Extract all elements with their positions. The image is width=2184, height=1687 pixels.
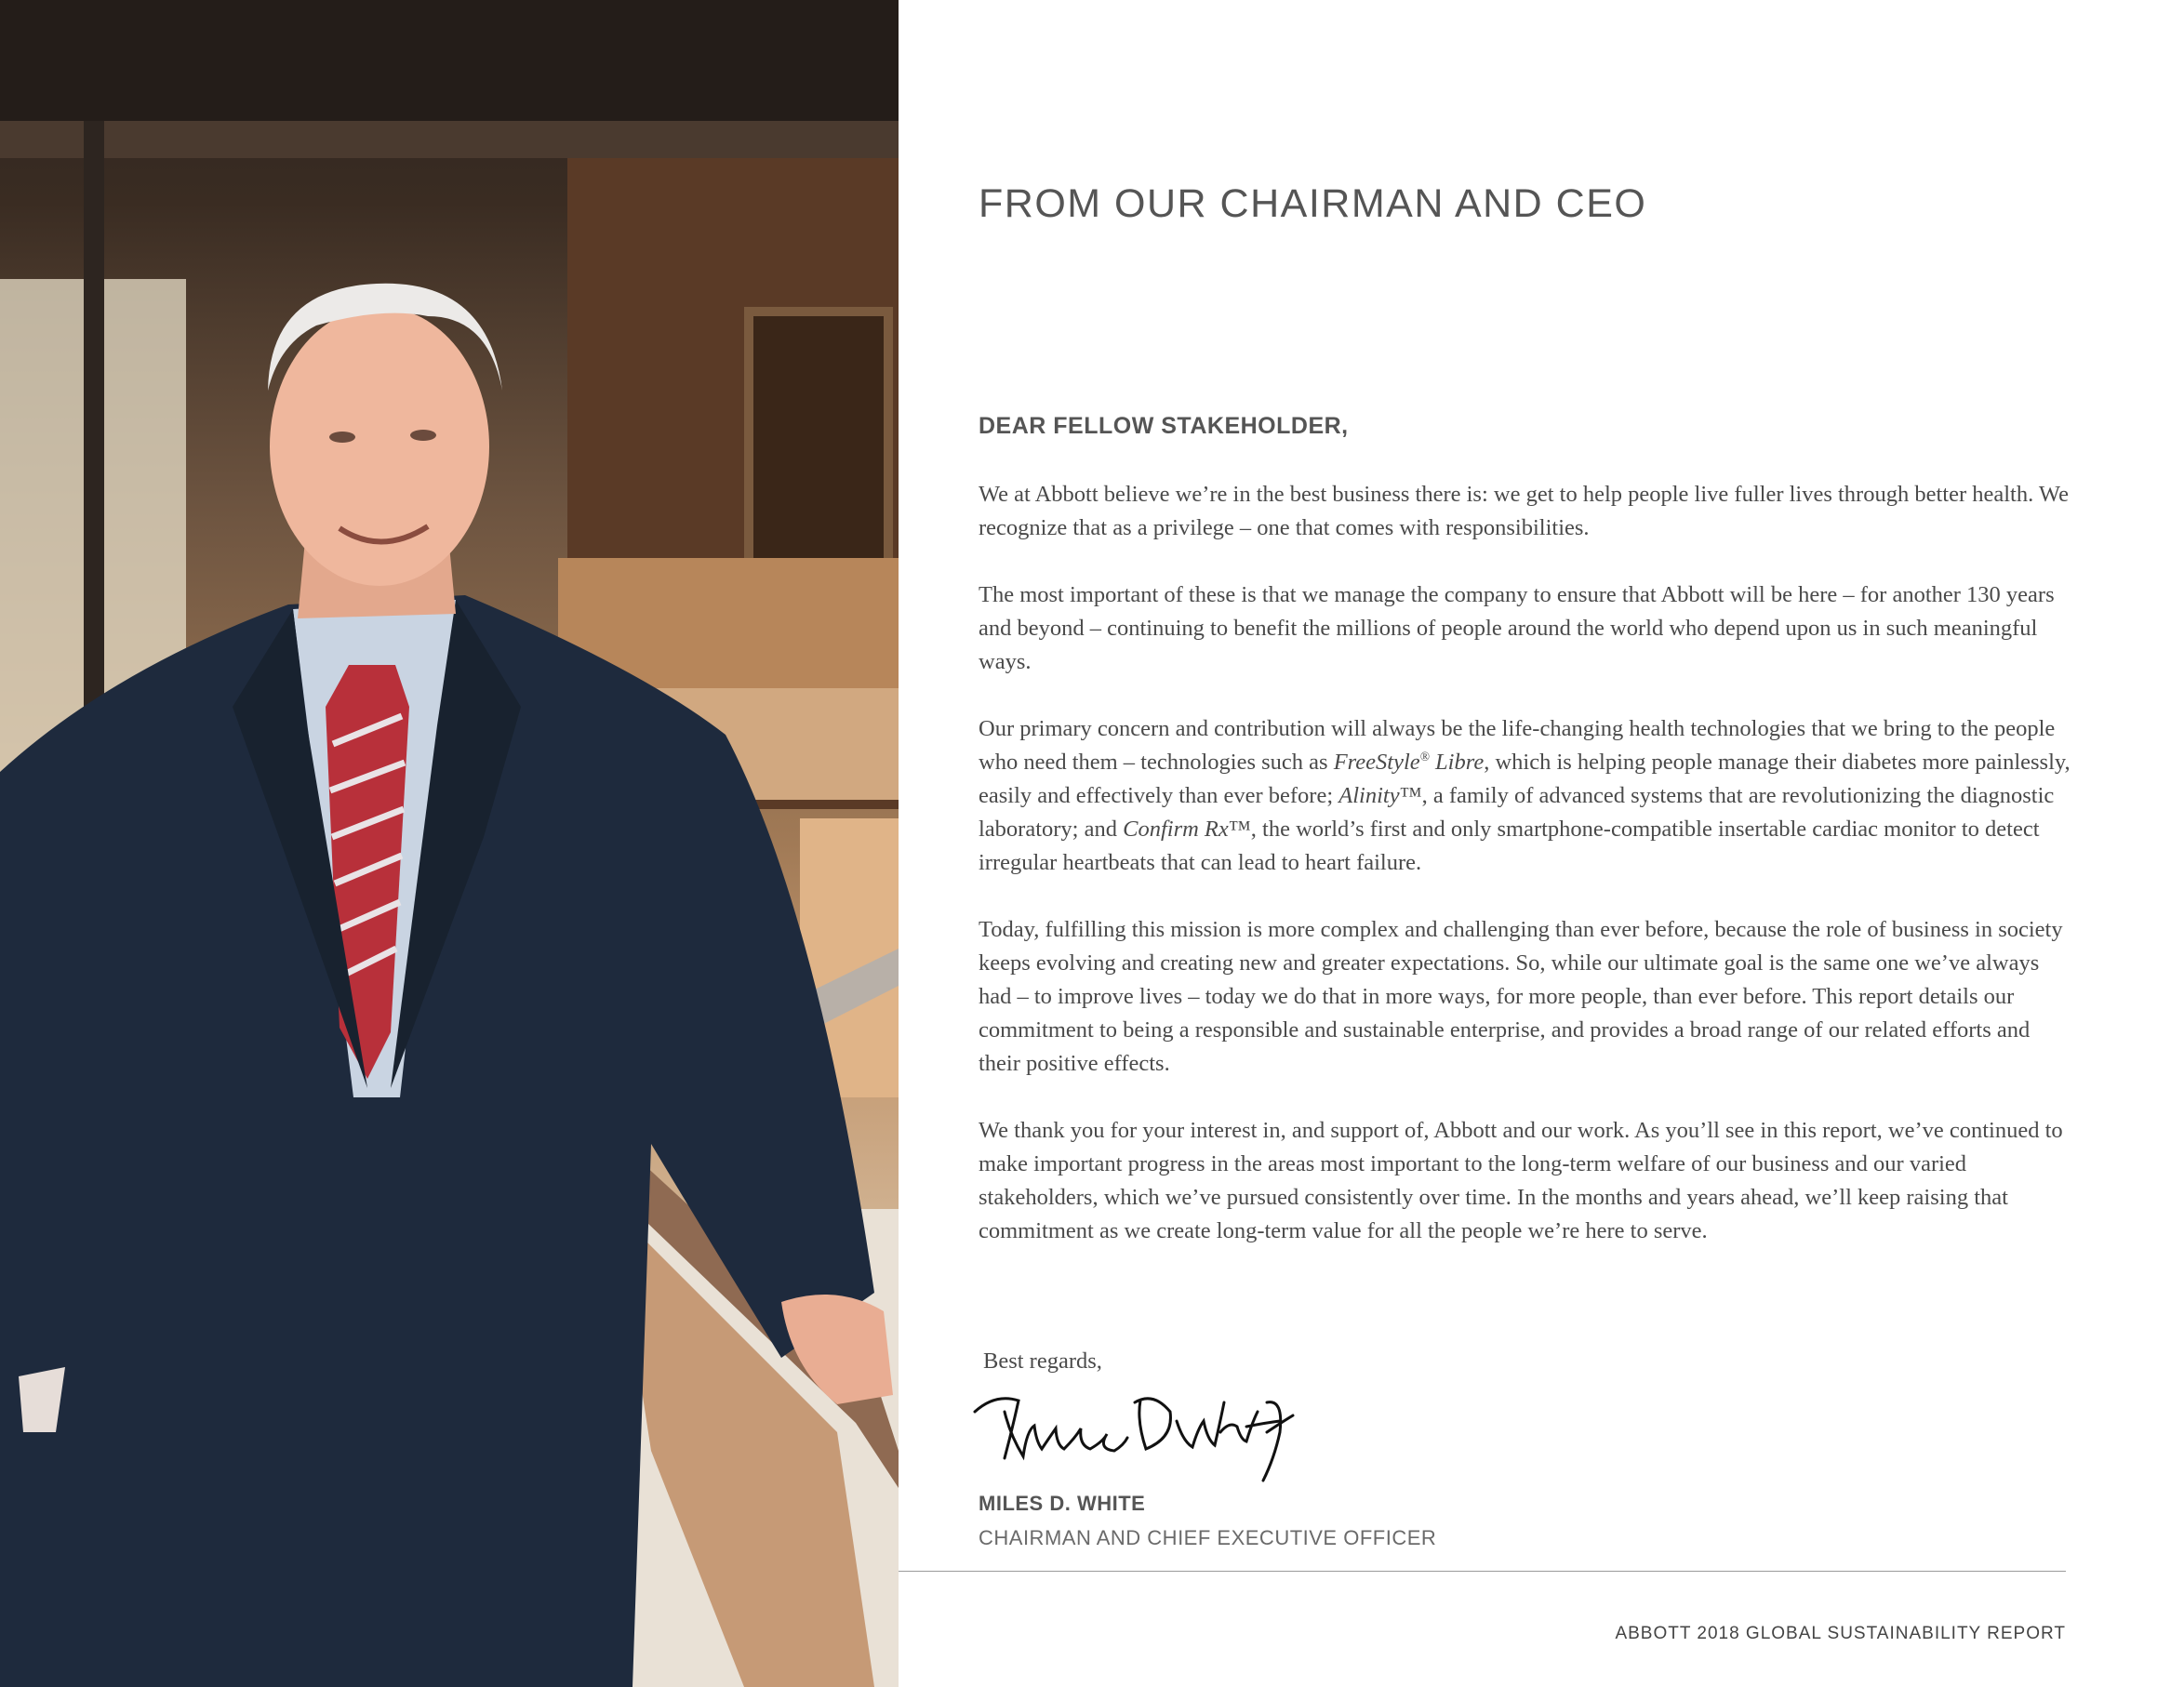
trademark-confirm-rx: ™ bbox=[1228, 817, 1251, 842]
paragraph-4: Today, fulfilling this mission is more complex and challenging than ever before, because the role of business in society keeps evolving and creating new and greater expectations. So, while our ultimate goal is the same one we’ve always had – to improve lives – today we do that in more ways, for more people, than ever before. This report details our commitment to being a responsible and sustainable enterprise, and provides a broad range of our related efforts and their positive effects. bbox=[979, 917, 2063, 1076]
signer-name: MILES D. WHITE bbox=[979, 1492, 1146, 1515]
product-alinity: Alinity bbox=[1338, 783, 1400, 808]
paragraph-3-text-f: , a family of advanced systems that are revolutionizing the diagnostic laboratory; and bbox=[979, 783, 2055, 842]
letter-body bbox=[979, 478, 2071, 1282]
handwritten-signature bbox=[967, 1384, 1321, 1486]
product-freestyle-name: FreeStyle bbox=[1333, 750, 1420, 775]
closing: Best regards, bbox=[983, 1348, 1102, 1374]
product-libre-name: Libre bbox=[1429, 750, 1485, 775]
product-confirm-rx: Confirm Rx bbox=[1123, 817, 1229, 842]
page-title: FROM OUR CHAIRMAN AND CEO bbox=[979, 181, 1647, 226]
registered-mark: ® bbox=[1419, 749, 1430, 764]
paragraph-3-text-d: , which is helping people manage their diabetes more painlessly, easily and effectively than ever before; bbox=[979, 750, 2071, 808]
trademark-alinity: ™ bbox=[1399, 783, 1422, 808]
paragraph-3-text-h: , the world’s first and only smartphone-compatible insertable cardiac monitor to detect irregular heartbeats that can lead to heart failure. bbox=[979, 817, 2040, 875]
paragraph-5: We thank you for your interest in, and support of, Abbott and our work. As you’ll see in this report, we’ve continued to make important progress in the areas most important to the long-term welfare of our business and our varied stakeholders, which we’ve pursued consistently over time. In the months and years ahead, we’ll keep raising that commitment as we create long-term value for all the people we’re here to serve. bbox=[979, 1118, 2063, 1243]
salutation: DEAR FELLOW STAKEHOLDER, bbox=[979, 413, 1349, 439]
paragraph-2: The most important of these is that we manage the company to ensure that Abbott will be here – for another 130 years and beyond – continuing to benefit the millions of people around the world who depend upon us in such meaningful ways. bbox=[979, 582, 2055, 674]
product-freestyle bbox=[1334, 750, 1485, 775]
paragraph-3-text-a: Our primary concern and contribution will always be the life-changing health technologies that we bring to the people who need them – technologies such as bbox=[979, 716, 2056, 775]
signer-title: CHAIRMAN AND CHIEF EXECUTIVE OFFICER bbox=[979, 1526, 1437, 1549]
portrait-illustration bbox=[0, 0, 899, 1687]
paragraph-1: We at Abbott believe we’re in the best business there is: we get to help people live fuller lives through better health. We recognize that as a privilege – one that comes with responsibilities. bbox=[979, 482, 2069, 540]
footer-divider bbox=[899, 1571, 2066, 1572]
ceo-portrait-photo bbox=[0, 0, 899, 1687]
paragraph-3 bbox=[979, 712, 2071, 880]
report-footer: ABBOTT 2018 GLOBAL SUSTAINABILITY REPORT bbox=[1615, 1624, 2066, 1643]
